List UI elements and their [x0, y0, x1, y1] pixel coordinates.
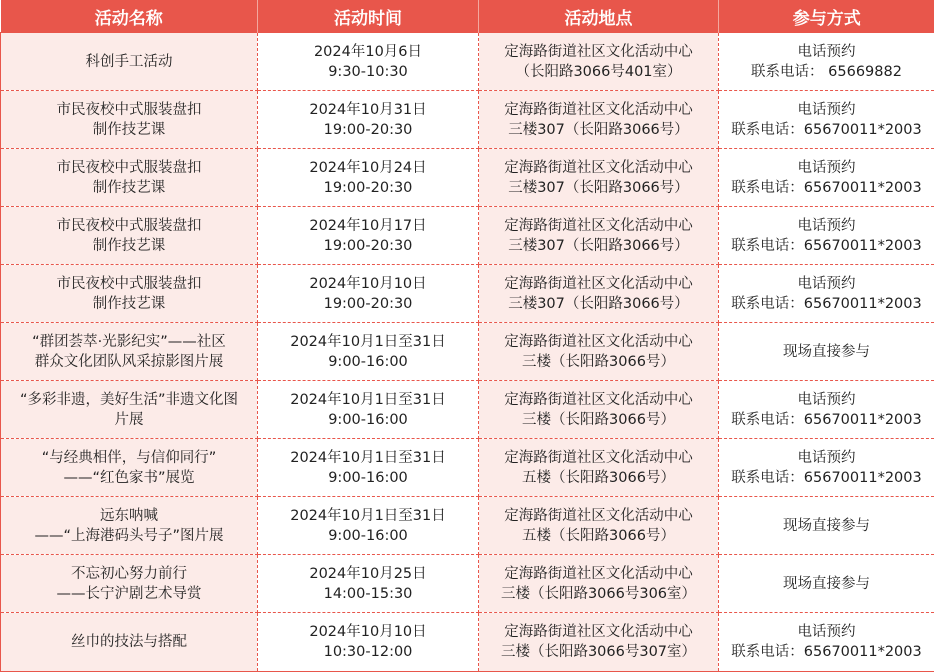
place-line: 定海路街道社区文化活动中心 [482, 274, 715, 294]
activity-name-cell [1, 381, 258, 439]
participation-method-cell [719, 265, 934, 323]
place-line: 定海路街道社区文化活动中心 [482, 564, 715, 584]
table-row [1, 265, 934, 323]
method-line: 现场直接参与 [722, 574, 931, 594]
activity-name-cell [1, 497, 258, 555]
time-line: 2024年10月25日 [261, 564, 475, 584]
place-line: 定海路街道社区文化活动中心 [482, 622, 715, 642]
table-row [1, 323, 934, 381]
name-line: 市民夜校中式服装盘扣 [4, 274, 254, 294]
participation-method-cell [719, 555, 934, 613]
table-row [1, 613, 934, 672]
method-line: 现场直接参与 [722, 342, 931, 362]
table-row [1, 439, 934, 497]
activity-name-cell [1, 149, 258, 207]
place-line: 定海路街道社区文化活动中心 [482, 158, 715, 178]
time-line: 19:00-20:30 [261, 236, 475, 256]
participation-method-cell [719, 323, 934, 381]
time-line: 2024年10月6日 [261, 42, 475, 62]
header-participation-method: 参与方式 [719, 0, 934, 33]
name-line: 制作技艺课 [4, 236, 254, 256]
table-row [1, 555, 934, 613]
table-row [1, 207, 934, 265]
time-line: 9:00-16:00 [261, 352, 475, 372]
place-line: 三楼（长阳路3066号） [482, 352, 715, 372]
participation-method-cell [719, 381, 934, 439]
activity-name-cell [1, 323, 258, 381]
activity-time-cell [258, 207, 479, 265]
participation-method-cell [719, 149, 934, 207]
name-line: 制作技艺课 [4, 178, 254, 198]
time-line: 19:00-20:30 [261, 120, 475, 140]
activity-name-cell [1, 265, 258, 323]
table-row [1, 381, 934, 439]
time-line: 14:00-15:30 [261, 584, 475, 604]
activity-place-cell [479, 323, 719, 381]
activity-name-cell [1, 439, 258, 497]
place-line: 五楼（长阳路3066号） [482, 468, 715, 488]
method-line: 联系电话：65670011*2003 [722, 120, 931, 140]
activity-name-cell [1, 91, 258, 149]
participation-method-cell [719, 613, 934, 672]
name-line: 制作技艺课 [4, 294, 254, 314]
name-line: 远东呐喊 [4, 506, 254, 526]
table-row [1, 497, 934, 555]
place-line: 定海路街道社区文化活动中心 [482, 506, 715, 526]
place-line: 五楼（长阳路3066号） [482, 526, 715, 546]
activity-place-cell [479, 497, 719, 555]
time-line: 9:00-16:00 [261, 468, 475, 488]
time-line: 19:00-20:30 [261, 294, 475, 314]
name-line: ——长宁沪剧艺术导赏 [4, 584, 254, 604]
method-line: 联系电话：65670011*2003 [722, 178, 931, 198]
time-line: 2024年10月31日 [261, 100, 475, 120]
activity-place-cell [479, 149, 719, 207]
place-line: 三楼307（长阳路3066号） [482, 236, 715, 256]
activity-time-cell [258, 555, 479, 613]
participation-method-cell [719, 33, 934, 91]
time-line: 2024年10月10日 [261, 274, 475, 294]
participation-method-cell [719, 497, 934, 555]
place-line: 定海路街道社区文化活动中心 [482, 390, 715, 410]
table-row [1, 149, 934, 207]
activity-place-cell [479, 91, 719, 149]
activity-place-cell [479, 439, 719, 497]
method-line: 联系电话：65670011*2003 [722, 642, 931, 662]
activity-time-cell [258, 439, 479, 497]
header-activity-name: 活动名称 [1, 0, 258, 33]
method-line: 联系电话：65670011*2003 [722, 294, 931, 314]
time-line: 2024年10月17日 [261, 216, 475, 236]
method-line: 联系电话：65670011*2003 [722, 410, 931, 430]
table-row [1, 33, 934, 91]
name-line: 科创手工活动 [4, 52, 254, 72]
method-line: 电话预约 [722, 216, 931, 236]
method-line: 电话预约 [722, 158, 931, 178]
place-line: 三楼（长阳路3066号306室） [482, 584, 715, 604]
name-line: 片展 [4, 410, 254, 430]
time-line: 2024年10月24日 [261, 158, 475, 178]
participation-method-cell [719, 207, 934, 265]
activity-time-cell [258, 613, 479, 672]
activity-time-cell [258, 497, 479, 555]
method-line: 电话预约 [722, 274, 931, 294]
time-line: 9:00-16:00 [261, 526, 475, 546]
place-line: 三楼307（长阳路3066号） [482, 178, 715, 198]
table-header [1, 0, 934, 33]
name-line: 不忘初心努力前行 [4, 564, 254, 584]
method-line: 电话预约 [722, 622, 931, 642]
method-line: 电话预约 [722, 448, 931, 468]
header-row [1, 0, 934, 33]
activity-time-cell [258, 33, 479, 91]
activity-name-cell [1, 613, 258, 672]
table-row [1, 91, 934, 149]
name-line: 制作技艺课 [4, 120, 254, 140]
method-line: 现场直接参与 [722, 516, 931, 536]
method-line: 联系电话：65670011*2003 [722, 236, 931, 256]
method-line: 电话预约 [722, 390, 931, 410]
activity-name-cell [1, 555, 258, 613]
place-line: 定海路街道社区文化活动中心 [482, 332, 715, 352]
time-line: 10:30-12:00 [261, 642, 475, 662]
time-line: 19:00-20:30 [261, 178, 475, 198]
name-line: 市民夜校中式服装盘扣 [4, 100, 254, 120]
activity-name-cell [1, 207, 258, 265]
place-line: 定海路街道社区文化活动中心 [482, 100, 715, 120]
activity-name-cell [1, 33, 258, 91]
time-line: 2024年10月1日至31日 [261, 390, 475, 410]
name-line: 群众文化团队风采掠影图片展 [4, 352, 254, 372]
place-line: 三楼307（长阳路3066号） [482, 294, 715, 314]
activity-place-cell [479, 555, 719, 613]
activity-time-cell [258, 265, 479, 323]
place-line: 定海路街道社区文化活动中心 [482, 42, 715, 62]
time-line: 9:30-10:30 [261, 62, 475, 82]
time-line: 2024年10月1日至31日 [261, 506, 475, 526]
name-line: 市民夜校中式服装盘扣 [4, 216, 254, 236]
activity-time-cell [258, 381, 479, 439]
activity-place-cell [479, 33, 719, 91]
time-line: 2024年10月1日至31日 [261, 448, 475, 468]
activity-time-cell [258, 323, 479, 381]
time-line: 2024年10月10日 [261, 622, 475, 642]
header-activity-time: 活动时间 [258, 0, 479, 33]
name-line: ——“上海港码头号子”图片展 [4, 526, 254, 546]
time-line: 2024年10月1日至31日 [261, 332, 475, 352]
participation-method-cell [719, 439, 934, 497]
header-activity-place: 活动地点 [479, 0, 719, 33]
place-line: 三楼（长阳路3066号） [482, 410, 715, 430]
name-line: 市民夜校中式服装盘扣 [4, 158, 254, 178]
place-line: 定海路街道社区文化活动中心 [482, 448, 715, 468]
name-line: ——“红色家书”展览 [4, 468, 254, 488]
place-line: 三楼（长阳路3066号307室） [482, 642, 715, 662]
name-line: “多彩非遗，美好生活”非遗文化图 [4, 390, 254, 410]
place-line: 定海路街道社区文化活动中心 [482, 216, 715, 236]
activity-time-cell [258, 149, 479, 207]
activity-place-cell [479, 265, 719, 323]
participation-method-cell [719, 91, 934, 149]
method-line: 电话预约 [722, 100, 931, 120]
name-line: “与经典相伴，与信仰同行” [4, 448, 254, 468]
activity-place-cell [479, 207, 719, 265]
table-body [1, 33, 934, 672]
activity-place-cell [479, 613, 719, 672]
method-line: 联系电话：65670011*2003 [722, 468, 931, 488]
method-line: 电话预约 [722, 42, 931, 62]
place-line: 三楼307（长阳路3066号） [482, 120, 715, 140]
activity-time-cell [258, 91, 479, 149]
place-line: （长阳路3066号401室） [482, 62, 715, 82]
time-line: 9:00-16:00 [261, 410, 475, 430]
name-line: 丝巾的技法与搭配 [4, 632, 254, 652]
method-line: 联系电话： 65669882 [722, 62, 931, 82]
name-line: “群团荟萃·光影纪实”——社区 [4, 332, 254, 352]
activity-place-cell [479, 381, 719, 439]
